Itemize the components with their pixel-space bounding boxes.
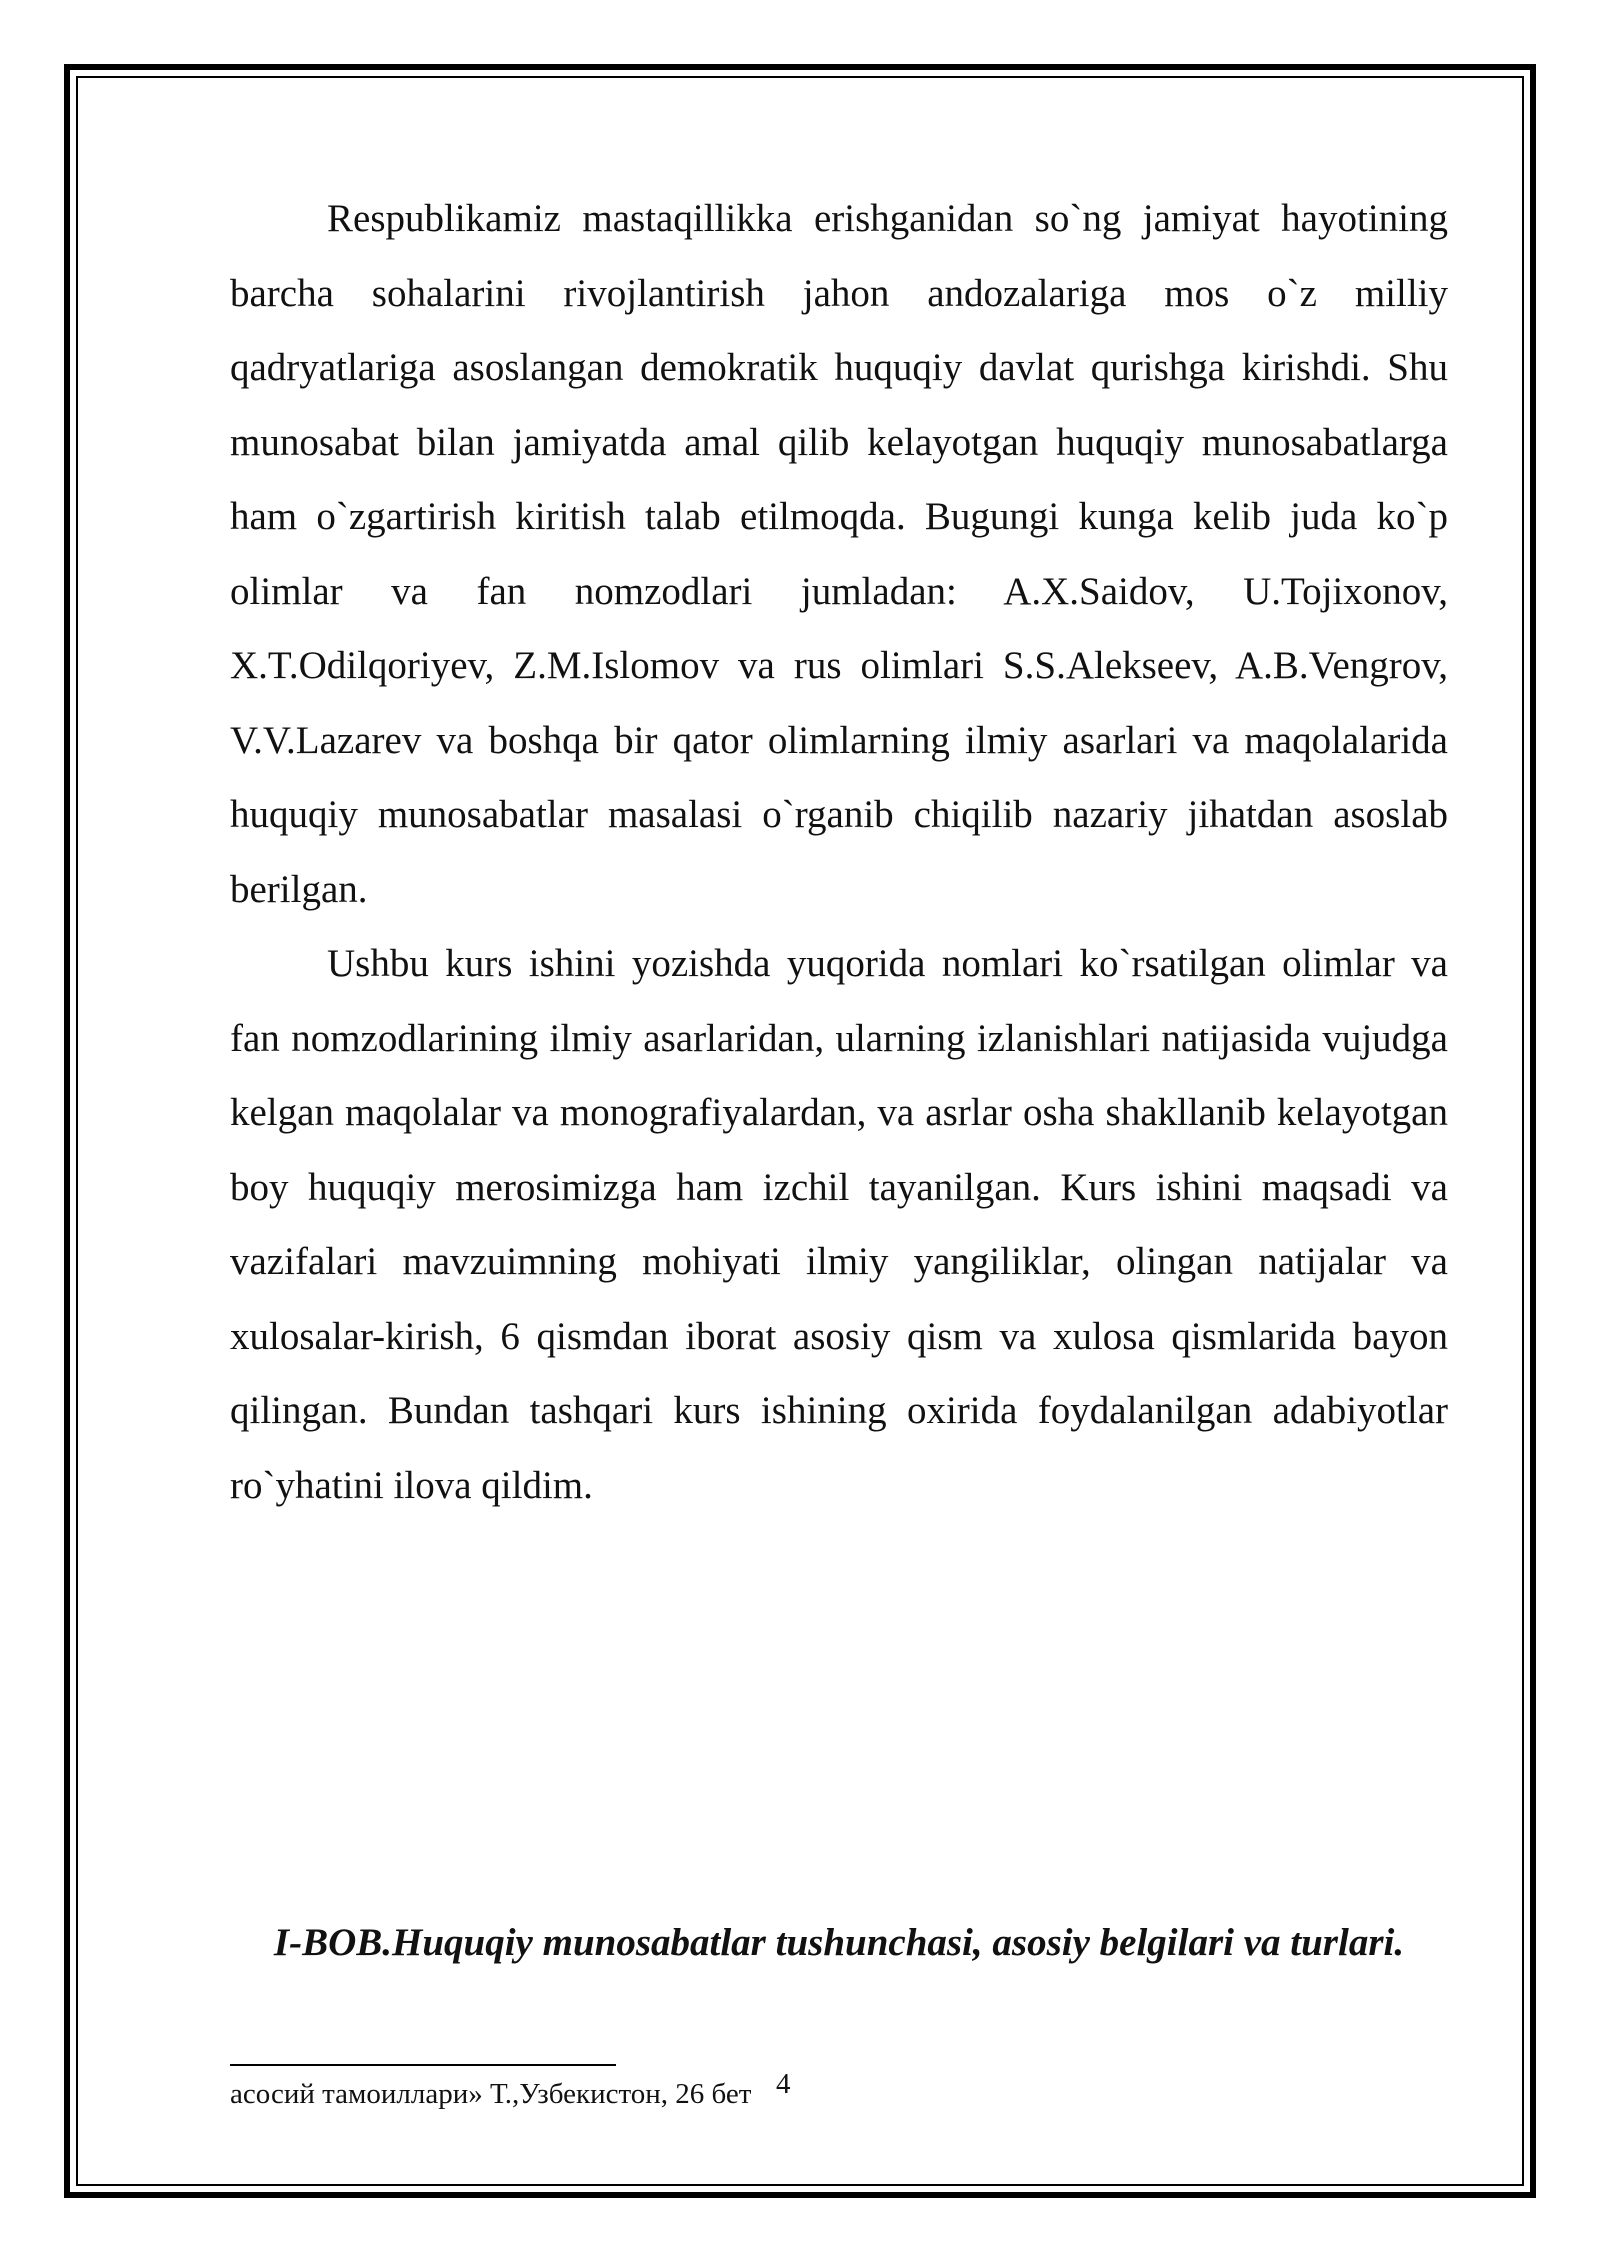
paragraph-coursework: Ushbu kurs ishini yozishda yuqorida nomlari ko`rsatilgan olimlar va fan nomzodlarining ilmiy asarlaridan, ularning izlanishlari natijasida vujudga kelgan maqolalar va monografiyalardan, va asrlar osha shakllanib kelayotgan boy huquqiy merosimizga ham izchil tayanilgan. Kurs ishini maqsadi va vazifalari mavzuimning mohiyati ilmiy yangiliklar, olingan natijalar va xulosalar-kirish, 6 qismdan iborat asosiy qism va xulosa qismlarida bayon qilingan. Bundan tashqari kurs ishining oxirida foydalanilgan adabiyotlar ro`yhatini ilova qildim.	[230, 942, 1448, 1507]
paragraph-intro: Respublikamiz mastaqillikka erishganidan so`ng jamiyat hayotining barcha sohalarini rivojlantirish jahon andozalariga mos o`z milliy qadryatlariga asoslangan demokratik huquqiy davlat qurishga kirishdi. Shu munosabat bilan jamiyatda amal qilib kelayotgan huquqiy munosabatlarga ham o`zgartirish kiritish talab etilmoqda. Bugungi kunga kelib juda ko`p olimlar va fan nomzodlari jumladan: A.X.Saidov, U.Tojixonov, X.T.Odilqoriyev, Z.M.Islomov va rus olimlari S.S.Alekseev, A.B.Vengrov, V.V.Lazarev va boshqa bir qator olimlarning ilmiy asarlari va maqolalarida huquqiy munosabatlar masalasi o`rganib chiqilib nazariy jihatdan asoslab berilgan.	[230, 197, 1448, 911]
footnote-separator	[230, 2064, 616, 2066]
document-body	[230, 182, 1448, 1523]
page-number: 4	[776, 2068, 791, 2100]
chapter-heading: I-BOB.Huquqiy munosabatlar tushunchasi, asosiy belgilari va turlari.	[273, 1921, 1405, 1964]
footnote-text: асосий тамоиллари» Т.,Узбекистон, 26 бет	[230, 2078, 752, 2110]
